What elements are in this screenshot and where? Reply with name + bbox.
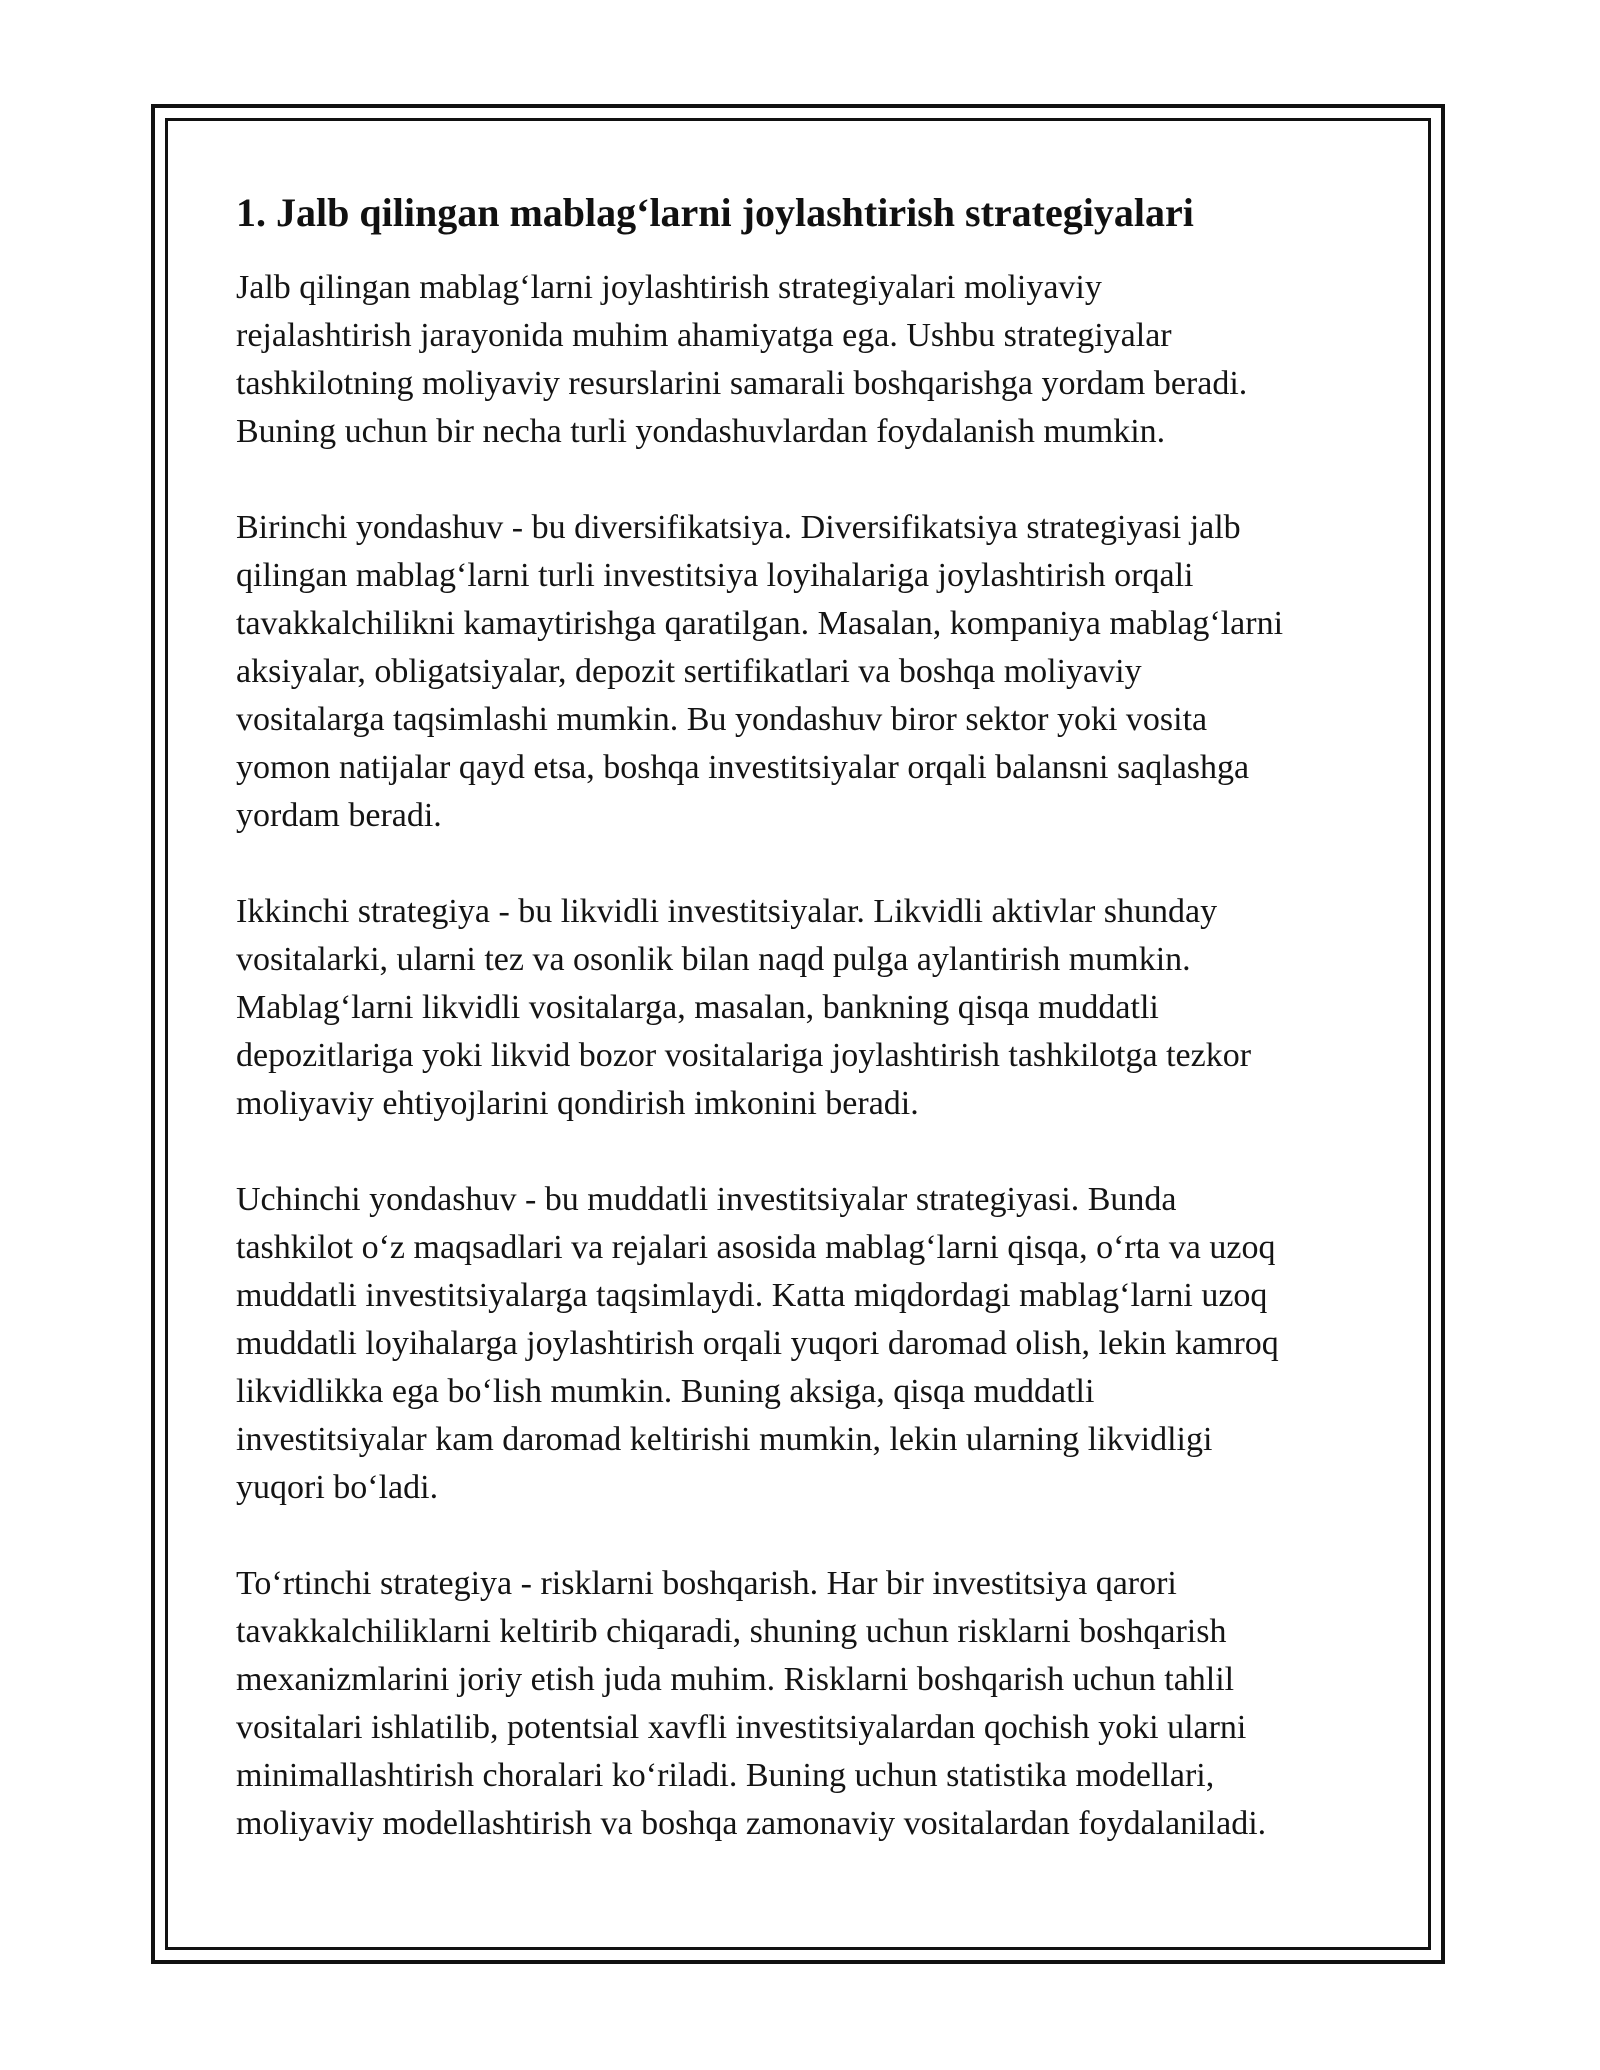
paragraph-term-investments: Uchinchi yondashuv - bu muddatli investitsiyalar strategiyasi. Bunda tashkilot o‘z maqsadlari va rejalari asosida mablag‘larni qisqa, o‘rta va uzoq muddatli investitsiyalarga taqsimlaydi. Katta miqdordagi mablag‘larni uzoq muddatli loyihalarga joylashtirish orqali yuqori daromad olish, lekin kamroq likvidlikka ega bo‘lish mumkin. Buning aksiga, qisqa muddatli investitsiyalar kam daromad keltirishi mumkin, lekin ularning likvidligi yuqori bo‘ladi. [236, 1181, 1279, 1506]
document-body [236, 186, 1386, 1896]
section-heading: 1. Jalb qilingan mablag‘larni joylashtirish strategiyalari [236, 190, 1194, 235]
paragraph-risk-management: To‘rtinchi strategiya - risklarni boshqarish. Har bir investitsiya qarori tavakkalchiliklarni keltirib chiqaradi, shuning uchun risklarni boshqarish mexanizmlarini joriy etish juda muhim. Risklarni boshqarish uchun tahlil vositalari ishlatilib, potentsial xavfli investitsiyalardan qochish yoki ularni minimallashtirish choralari ko‘riladi. Buning uchun statistika modellari, moliyaviy modellashtirish va boshqa zamonaviy vositalardan foydalaniladi. [236, 1565, 1267, 1842]
paragraph-liquid-investments: Ikkinchi strategiya - bu likvidli investitsiyalar. Likvidli aktivlar shunday vositalarki, ularni tez va osonlik bilan naqd pulga aylantirish mumkin. Mablag‘larni likvidli vositalarga, masalan, bankning qisqa muddatli depozitlariga yoki likvid bozor vositalariga joylashtirish tashkilotga tezkor moliyaviy ehtiyojlarini qondirish imkonini beradi. [236, 893, 1252, 1122]
paragraph-diversification: Birinchi yondashuv - bu diversifikatsiya. Diversifikatsiya strategiyasi jalb qilingan mablag‘larni turli investitsiya loyihalariga joylashtirish orqali tavakkalchilikni kamaytirishga qaratilgan. Masalan, kompaniya mablag‘larni aksiyalar, obligatsiyalar, depozit sertifikatlari va boshqa moliyaviy vositalarga taqsimlashi mumkin. Bu yondashuv biror sektor yoki vosita yomon natijalar qayd etsa, boshqa investitsiyalar orqali balansni saqlashga yordam beradi. [236, 509, 1284, 834]
paragraph-intro: Jalb qilingan mablag‘larni joylashtirish strategiyalari moliyaviy rejalashtirish jarayonida muhim ahamiyatga ega. Ushbu strategiyalar tashkilotning moliyaviy resurslarini samarali boshqarishga yordam beradi. Buning uchun bir necha turli yondashuvlardan foydalanish mumkin. [236, 269, 1248, 450]
